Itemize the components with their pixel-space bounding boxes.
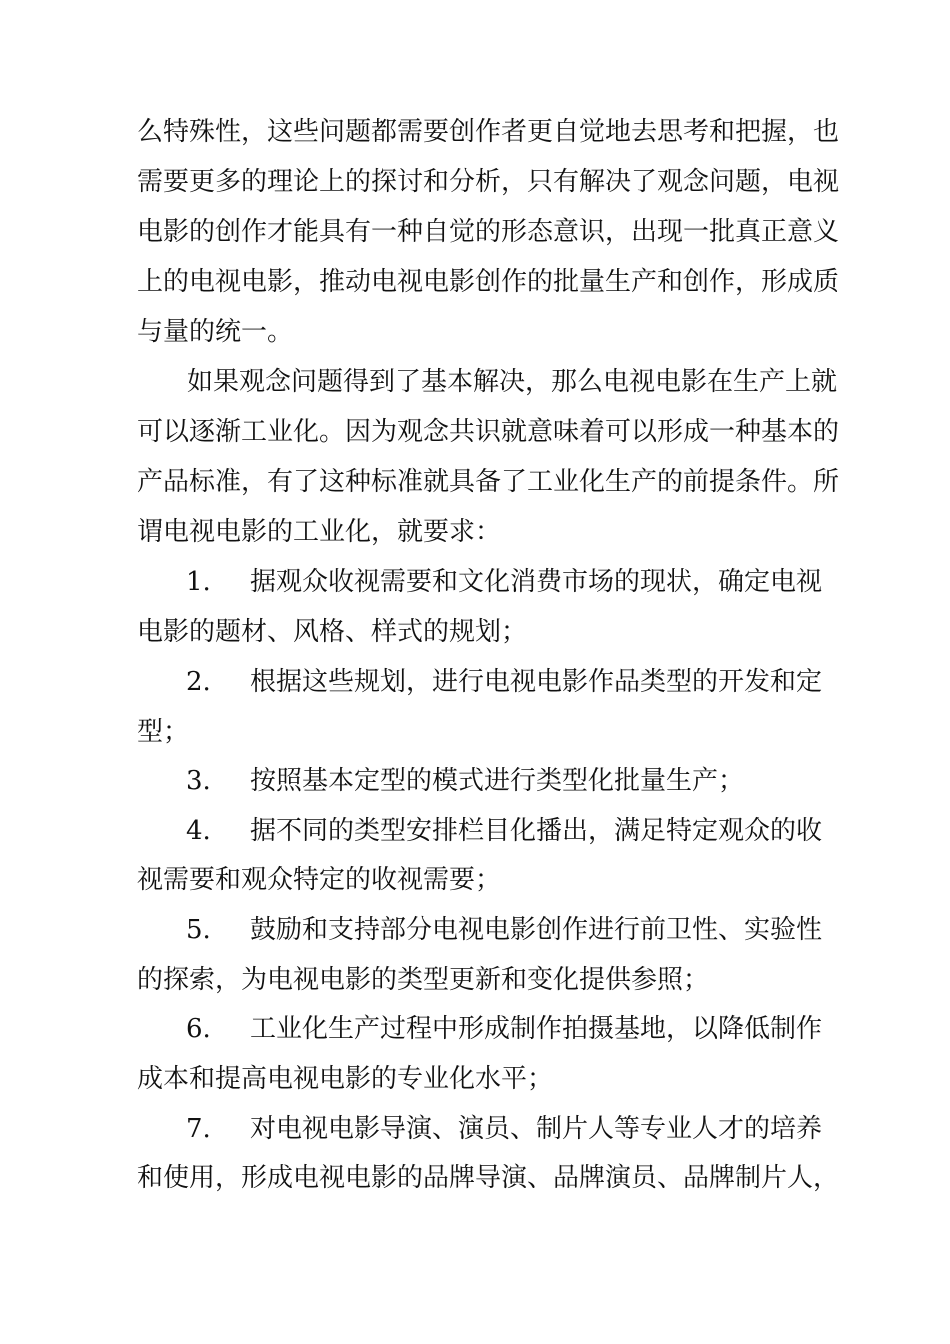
list-item-5-line-2: 的探索，为电视电影的类型更新和变化提供参照；: [137, 965, 710, 995]
paragraph-1-line-5: 与量的统一。: [137, 317, 294, 347]
list-item-1-line-1: 1. 据观众收视需要和文化消费市场的现状，确定电视: [0, 557, 950, 607]
list-number: 5.: [186, 915, 211, 945]
list-item-4-line-1: 4. 据不同的类型安排栏目化播出，满足特定观众的收: [0, 806, 950, 856]
paragraph-2-line-2: 可以逐渐工业化。因为观念共识就意味着可以形成一种基本的: [137, 417, 840, 447]
paragraph-2-line-4: 谓电视电影的工业化，就要求：: [137, 517, 502, 547]
list-item-6-line-2: 成本和提高电视电影的专业化水平；: [137, 1064, 554, 1094]
paragraph-2-line-3: 产品标准，有了这种标准就具备了工业化生产的前提条件。所: [137, 467, 840, 497]
list-item-3-line-1: 3. 按照基本定型的模式进行类型化批量生产；: [0, 756, 950, 806]
list-number: 4.: [186, 816, 211, 846]
paragraph-1-line-3: 电影的创作才能具有一种自觉的形态意识，出现一批真正意义: [137, 217, 840, 247]
list-item-7-line-1: 7. 对电视电影导演、演员、制片人等专业人才的培养: [0, 1104, 950, 1154]
list-item-1-line-2: 电影的题材、风格、样式的规划；: [137, 617, 528, 647]
list-item-2-line-1: 2. 根据这些规划，进行电视电影作品类型的开发和定: [0, 657, 950, 707]
list-item-2-line-2: 型；: [137, 717, 190, 747]
paragraph-1-line-2: 需要更多的理论上的探讨和分析，只有解决了观念问题，电视: [137, 167, 840, 197]
list-item-6-line-1: 6. 工业化生产过程中形成制作拍摄基地，以降低制作: [0, 1004, 950, 1054]
list-number: 7.: [186, 1114, 211, 1144]
list-number: 6.: [186, 1014, 211, 1044]
paragraph-2-line-1: 如果观念问题得到了基本解决，那么电视电影在生产上就: [187, 367, 838, 397]
list-item-4-line-2: 视需要和观众特定的收视需要；: [137, 865, 502, 895]
list-number: 3.: [186, 766, 211, 796]
list-item-5-line-1: 5. 鼓励和支持部分电视电影创作进行前卫性、实验性: [0, 905, 950, 955]
list-number: 1.: [186, 567, 211, 597]
paragraph-1-line-4: 上的电视电影，推动电视电影创作的批量生产和创作，形成质: [137, 267, 840, 297]
paragraph-1-line-1: 么特殊性，这些问题都需要创作者更自觉地去思考和把握，也: [137, 117, 840, 147]
list-item-7-line-2: 和使用，形成电视电影的品牌导演、品牌演员、品牌制片人，: [137, 1163, 840, 1193]
list-number: 2.: [186, 667, 211, 697]
